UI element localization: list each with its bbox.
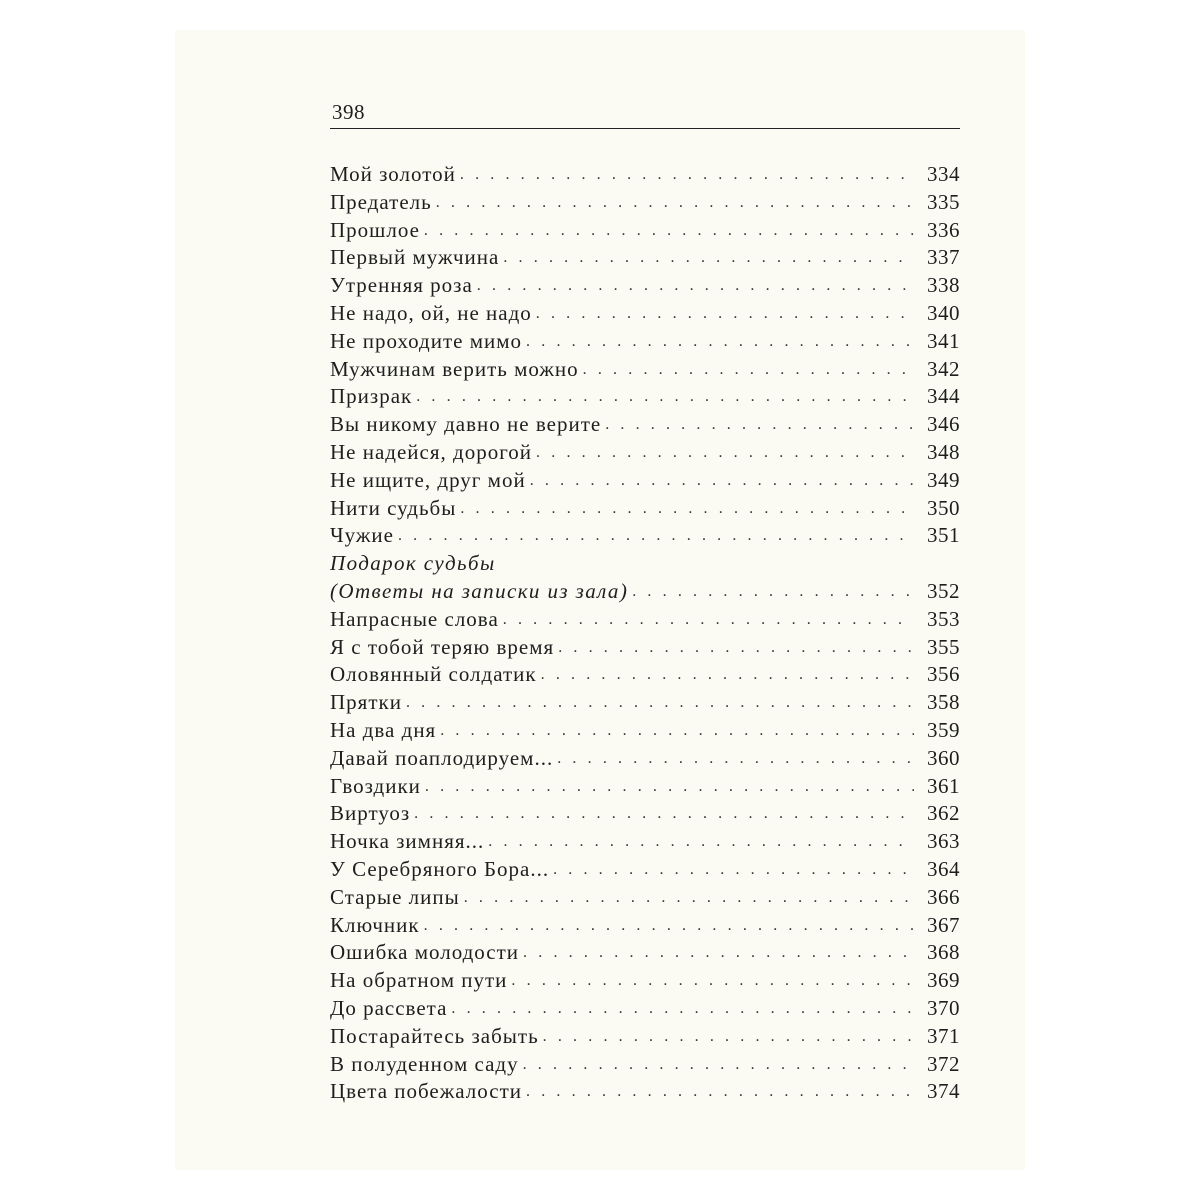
toc-entry-title: Ключник [330, 912, 420, 937]
toc-entry [330, 467, 960, 495]
toc-entry-title: Не надо, ой, не надо [330, 300, 532, 325]
toc-entry-title: Подарок судьбы [330, 551, 496, 576]
toc-entry [330, 661, 960, 689]
toc-entry-page: 366 [927, 884, 960, 909]
dot-leader [398, 520, 914, 550]
toc-entry-page: 367 [927, 912, 960, 937]
toc-entry-title: Предатель [330, 189, 432, 214]
toc-entry [330, 967, 960, 995]
dot-leader [557, 743, 914, 773]
toc-entry-page: 344 [927, 384, 960, 409]
dot-leader [440, 715, 914, 745]
toc-entry-title: Напрасные слова [330, 606, 499, 631]
dot-leader [414, 798, 914, 828]
toc-entry-title: Мужчинам верить можно [330, 356, 579, 381]
toc-entry [330, 217, 960, 245]
toc-entry-title: Давай поаплодируем... [330, 745, 554, 770]
toc-entry-title: (Ответы на записки из зала) [330, 578, 629, 603]
toc-entry-title: Старые липы [330, 884, 460, 909]
toc-entry-page: 352 [927, 578, 960, 603]
toc-entry-page: 350 [927, 495, 960, 520]
toc-entry [330, 522, 960, 550]
toc-entry-title: Прошлое [330, 217, 420, 242]
dot-leader [503, 604, 914, 634]
dot-leader [632, 576, 914, 606]
toc-entry-title: На два дня [330, 717, 437, 742]
toc-entry-title: В полуденном саду [330, 1051, 519, 1076]
toc-entry-title: Не ищите, друг мой [330, 467, 526, 492]
toc-entry-title: Ошибка молодости [330, 940, 520, 965]
dot-leader [460, 159, 914, 189]
toc-entry-page: 370 [927, 995, 960, 1020]
toc-entry-page: 355 [927, 634, 960, 659]
toc-entry-title: Не надейся, дорогой [330, 439, 533, 464]
toc-entry-page: 353 [927, 606, 960, 631]
toc-entry [330, 1078, 960, 1106]
dot-leader [526, 326, 914, 356]
toc-entry-page: 362 [927, 801, 960, 826]
toc-entry [330, 939, 960, 967]
toc-entry-title: У Серебряного Бора... [330, 856, 550, 881]
dot-leader [424, 910, 914, 940]
toc-entry [330, 773, 960, 801]
toc-entry-title: Чужие [330, 523, 394, 548]
toc-entry-title: Призрак [330, 384, 413, 409]
toc-entry-page: 348 [927, 439, 960, 464]
toc-entry-page: 359 [927, 717, 960, 742]
toc-entry-page: 363 [927, 829, 960, 854]
toc-entry-page: 335 [927, 189, 960, 214]
dot-leader [436, 187, 914, 217]
toc-entry-page: 374 [927, 1079, 960, 1104]
toc-entry-page: 349 [927, 467, 960, 492]
toc-entry [330, 550, 960, 578]
toc-entry [330, 383, 960, 411]
toc-entry-page: 372 [927, 1051, 960, 1076]
running-head [330, 96, 960, 129]
table-of-contents [330, 161, 960, 1106]
toc-entry-page: 358 [927, 690, 960, 715]
toc-entry-page: 340 [927, 300, 960, 325]
toc-entry-page: 346 [927, 412, 960, 437]
toc-entry-title: Оловянный солдатик [330, 662, 537, 687]
dot-leader [605, 409, 914, 439]
toc-entry-page: 371 [927, 1023, 960, 1048]
toc-entry-title: Прятки [330, 690, 402, 715]
dot-leader [523, 937, 914, 967]
toc-entry [330, 912, 960, 940]
toc-entry [330, 828, 960, 856]
toc-entry [330, 800, 960, 828]
dot-leader [460, 493, 914, 523]
dot-leader [424, 215, 914, 245]
toc-entry-page: 336 [927, 217, 960, 242]
toc-entry-page: 337 [927, 245, 960, 270]
toc-entry-title: Постарайтесь забыть [330, 1023, 539, 1048]
dot-leader [511, 965, 914, 995]
toc-entry [330, 300, 960, 328]
toc-entry [330, 439, 960, 467]
dot-leader [536, 298, 914, 328]
toc-entry [330, 995, 960, 1023]
toc-entry [330, 1051, 960, 1079]
toc-entry-page: 341 [927, 328, 960, 353]
toc-entry-title: Первый мужчина [330, 245, 500, 270]
toc-entry-title: До рассвета [330, 995, 448, 1020]
toc-entry-page: 361 [927, 773, 960, 798]
toc-entry-title: Не проходите мимо [330, 328, 523, 353]
toc-entry-page: 342 [927, 356, 960, 381]
toc-entry [330, 411, 960, 439]
toc-entry [330, 495, 960, 523]
toc-entry-page: 334 [927, 162, 960, 186]
toc-entry-page: 338 [927, 273, 960, 298]
dot-leader [488, 826, 914, 856]
toc-entry [330, 578, 960, 606]
toc-entry-page: 356 [927, 662, 960, 687]
toc-entry-title: Я с тобой теряю время [330, 634, 555, 659]
dot-leader [416, 381, 914, 411]
dot-leader [406, 687, 914, 717]
dot-leader [583, 354, 914, 384]
toc-entry-page: 360 [927, 745, 960, 770]
dot-leader [464, 882, 914, 912]
toc-entry [330, 161, 960, 189]
page-number: 398 [332, 100, 365, 124]
toc-entry [330, 856, 960, 884]
dot-leader [543, 1021, 914, 1051]
dot-leader [536, 437, 914, 467]
toc-entry [330, 634, 960, 662]
toc-entry-title: Виртуоз [330, 801, 411, 826]
toc-entry-page: 369 [927, 968, 960, 993]
toc-entry [330, 606, 960, 634]
toc-entry [330, 689, 960, 717]
toc-entry [330, 328, 960, 356]
dot-leader [425, 771, 914, 801]
toc-entry [330, 244, 960, 272]
toc-entry-title: Утренняя роза [330, 273, 473, 298]
toc-entry-page: 364 [927, 856, 960, 881]
toc-entry [330, 884, 960, 912]
dot-leader [503, 242, 914, 272]
toc-entry [330, 189, 960, 217]
dot-leader [451, 993, 914, 1023]
toc-entry-page: 368 [927, 940, 960, 965]
toc-entry [330, 1023, 960, 1051]
toc-entry-title: На обратном пути [330, 968, 508, 993]
toc-entry [330, 745, 960, 773]
toc-entry-title: Цвета побежалости [330, 1079, 523, 1104]
toc-entry-title: Мой золотой [330, 162, 456, 186]
toc-entry-title: Гвоздики [330, 773, 421, 798]
toc-entry-title: Вы никому давно не верите [330, 412, 602, 437]
toc-entry [330, 717, 960, 745]
dot-leader [530, 465, 914, 495]
dot-leader [523, 1049, 914, 1079]
toc-entry [330, 356, 960, 384]
toc-entry-title: Ночка зимняя... [330, 829, 485, 854]
toc-entry-page: 351 [927, 523, 960, 548]
toc-entry [330, 272, 960, 300]
dot-leader [553, 854, 914, 884]
dot-leader [526, 1076, 914, 1106]
dot-leader [558, 632, 914, 662]
dot-leader [477, 270, 914, 300]
toc-entry-title: Нити судьбы [330, 495, 457, 520]
dot-leader [541, 659, 914, 689]
